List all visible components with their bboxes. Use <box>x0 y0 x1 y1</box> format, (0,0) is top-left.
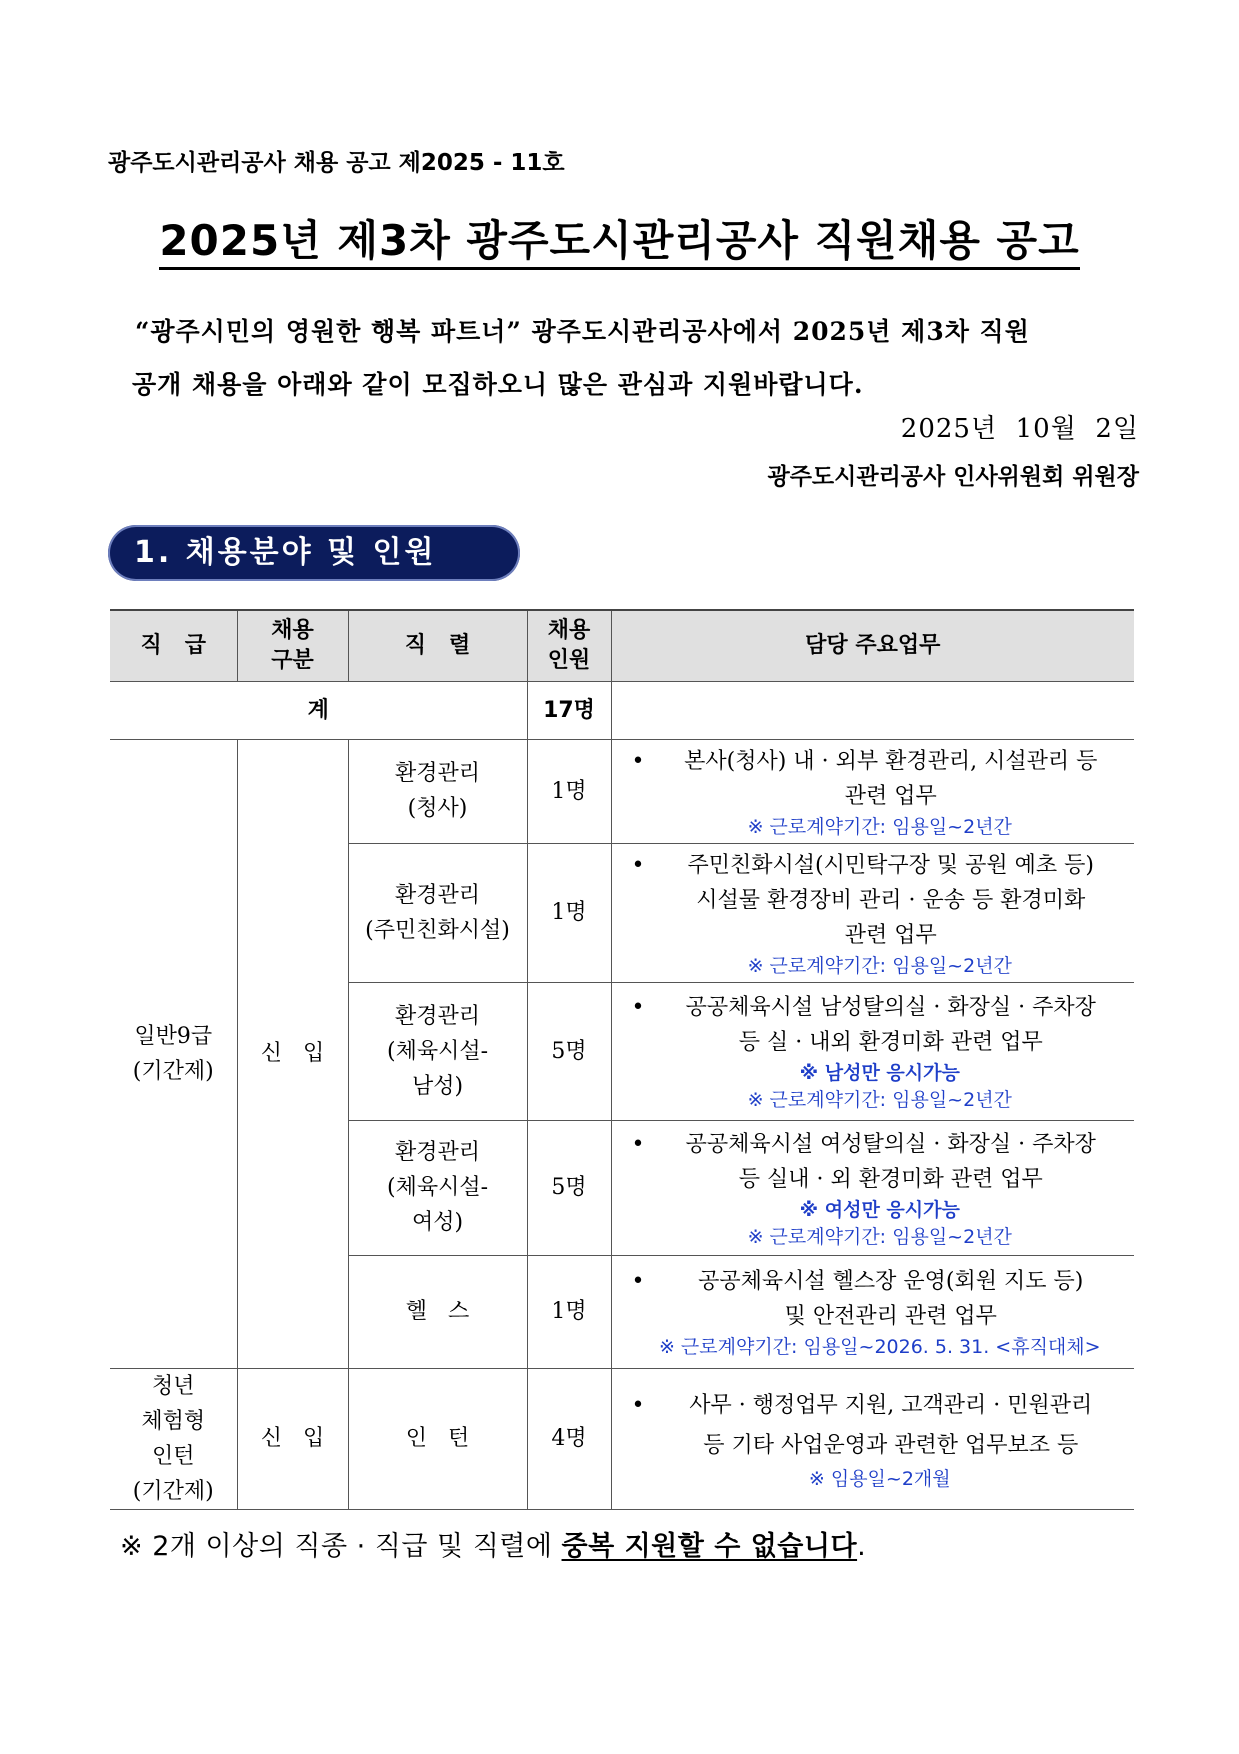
duty-line2: 등 기타 사업운영과 관련한 업무보조 등 <box>703 1433 1079 1458</box>
contract-note: ※ 근로계약기간: 임용일~2년간 <box>747 1089 1012 1111</box>
duties-cell <box>611 982 1134 1120</box>
series-cell <box>348 1120 527 1255</box>
grade-cell-intern <box>110 1368 237 1509</box>
header-count-line2: 인원 <box>547 647 591 673</box>
duty-line1: 공공체육시설 남성탈의실 · 화장실 · 주차장 <box>685 995 1096 1020</box>
duty-text <box>634 1264 1127 1334</box>
duty-line2: 등 실 · 내외 환경미화 관련 업무 <box>738 1030 1043 1055</box>
header-series: 직 렬 <box>348 610 527 681</box>
duty-line2: 및 안전관리 관련 업무 <box>784 1304 997 1329</box>
count-cell: 1명 <box>527 739 611 843</box>
series-cell <box>348 982 527 1120</box>
contract-note: ※ 근로계약기간: 임용일~2년간 <box>747 1225 1012 1248</box>
header-type-line2: 구분 <box>271 647 314 673</box>
header-type <box>237 610 348 681</box>
duties-cell <box>611 1368 1134 1509</box>
intro-line-1: “광주시민의 영원한 행복 파트너” 광주도시관리공사에서 2025년 제3차 직원 <box>135 317 1030 346</box>
duty-line2: 관련 업무 <box>844 783 937 809</box>
duty-line1: 본사(청사) 내 · 외부 환경관리, 시설관리 등 <box>684 748 1098 774</box>
duty-item <box>634 848 1127 953</box>
total-row <box>110 681 1134 739</box>
duty-text <box>634 990 1127 1060</box>
contract-note: ※ 근로계약기간: 임용일~2년간 <box>747 815 1012 838</box>
header-duties: 담당 주요업무 <box>611 610 1134 681</box>
grade-cell-general <box>110 739 237 1368</box>
count-cell: 1명 <box>527 1255 611 1368</box>
duty-line2: 등 실내 · 외 환경미화 관련 업무 <box>738 1166 1043 1192</box>
count-cell: 5명 <box>527 1120 611 1255</box>
intro-line-2: 공개 채용을 아래와 같이 모집하오니 많은 관심과 지원바랍니다. <box>132 370 864 399</box>
footer-emphasis: 중복 지원할 수 없습니다 <box>561 1531 858 1562</box>
duty-text <box>634 848 1127 953</box>
series-line3: 여성) <box>411 1210 464 1235</box>
series-line1: 환경관리 <box>394 1003 480 1029</box>
duty-line1: 주민친화시설(시민탁구장 및 공원 예초 등) <box>687 852 1094 878</box>
series-cell: 헬 스 <box>348 1255 527 1368</box>
page-title <box>0 208 1239 268</box>
series-line1: 환경관리 <box>394 882 480 908</box>
total-label: 계 <box>110 681 527 739</box>
recruitment-table <box>110 609 1134 1510</box>
series-line2: (주민친화시설) <box>365 917 510 943</box>
type-cell-intern: 신 입 <box>237 1368 348 1509</box>
grade-line2: (기간제) <box>132 1058 214 1084</box>
intro-paragraph <box>132 305 1125 411</box>
duty-text <box>634 744 1127 814</box>
duty-item <box>634 1127 1127 1197</box>
series-line1: 환경관리 <box>394 1140 480 1165</box>
grade-line4: (기간제) <box>132 1478 214 1504</box>
header-count <box>527 610 611 681</box>
table-header-row <box>110 610 1134 681</box>
total-value: 17명 <box>527 681 611 739</box>
page-title-text: 2025년 제3차 광주도시관리공사 직원채용 공고 <box>159 216 1079 270</box>
footer-end: . <box>857 1531 867 1562</box>
duty-text <box>634 1127 1127 1197</box>
header-grade: 직 급 <box>110 610 237 681</box>
duties-cell <box>611 843 1134 982</box>
series-line1: 환경관리 <box>394 761 480 786</box>
count-cell: 5명 <box>527 982 611 1120</box>
gender-note: ※ 여성만 응시가능 <box>799 1198 960 1221</box>
footer-text: ※ 2개 이상의 직종 · 직급 및 직렬에 <box>120 1531 562 1562</box>
table-row <box>110 1368 1134 1509</box>
notice-number: 광주도시관리공사 채용 공고 제2025 - 11호 <box>108 150 565 176</box>
grade-line1: 청년 <box>151 1373 195 1399</box>
series-line3: 남성) <box>411 1073 464 1099</box>
series-line2: (체육시설- <box>386 1038 489 1064</box>
table-row <box>110 739 1134 843</box>
series-line2: (청사) <box>407 796 468 821</box>
count-cell: 1명 <box>527 843 611 982</box>
duties-cell <box>611 739 1134 843</box>
duty-item <box>634 990 1127 1060</box>
duties-cell <box>611 1255 1134 1368</box>
duty-text <box>634 1386 1127 1466</box>
notice-date: 2025년 10월 2일 <box>900 414 1139 444</box>
header-count-line1: 채용 <box>547 617 591 643</box>
series-line2: (체육시설- <box>386 1175 489 1200</box>
series-cell <box>348 739 527 843</box>
duties-cell <box>611 1120 1134 1255</box>
duty-item <box>634 744 1127 814</box>
footer-note <box>120 1524 866 1563</box>
series-cell <box>348 843 527 982</box>
signer: 광주도시관리공사 인사위원회 위원장 <box>767 464 1139 490</box>
total-empty <box>611 681 1134 739</box>
contract-note: ※ 근로계약기간: 임용일~2년간 <box>747 954 1012 977</box>
duty-line1: 사무 · 행정업무 지원, 고객관리 · 민원관리 <box>689 1393 1093 1418</box>
duty-item <box>634 1386 1127 1466</box>
grade-line2: 체험형 <box>141 1408 206 1434</box>
duty-item <box>634 1264 1127 1334</box>
duty-line3: 관련 업무 <box>844 922 937 948</box>
grade-line3: 인턴 <box>151 1443 195 1469</box>
grade-line1: 일반9급 <box>134 1023 213 1049</box>
section-1-heading: 1. 채용분야 및 인원 <box>108 525 520 581</box>
count-cell: 4명 <box>527 1368 611 1509</box>
duty-line2: 시설물 환경장비 관리 · 운송 등 환경미화 <box>696 887 1086 913</box>
contract-note: ※ 근로계약기간: 임용일~2026. 5. 31. <휴직대체> <box>658 1336 1101 1358</box>
type-cell-general: 신 입 <box>237 739 348 1368</box>
gender-note: ※ 남성만 응시가능 <box>799 1062 960 1084</box>
header-type-line1: 채용 <box>271 617 314 643</box>
contract-note: ※ 임용일~2개월 <box>808 1468 951 1490</box>
duty-line1: 공공체육시설 여성탈의실 · 화장실 · 주차장 <box>685 1131 1096 1157</box>
duty-line1: 공공체육시설 헬스장 운영(회원 지도 등) <box>698 1269 1084 1294</box>
series-cell: 인 턴 <box>348 1368 527 1509</box>
